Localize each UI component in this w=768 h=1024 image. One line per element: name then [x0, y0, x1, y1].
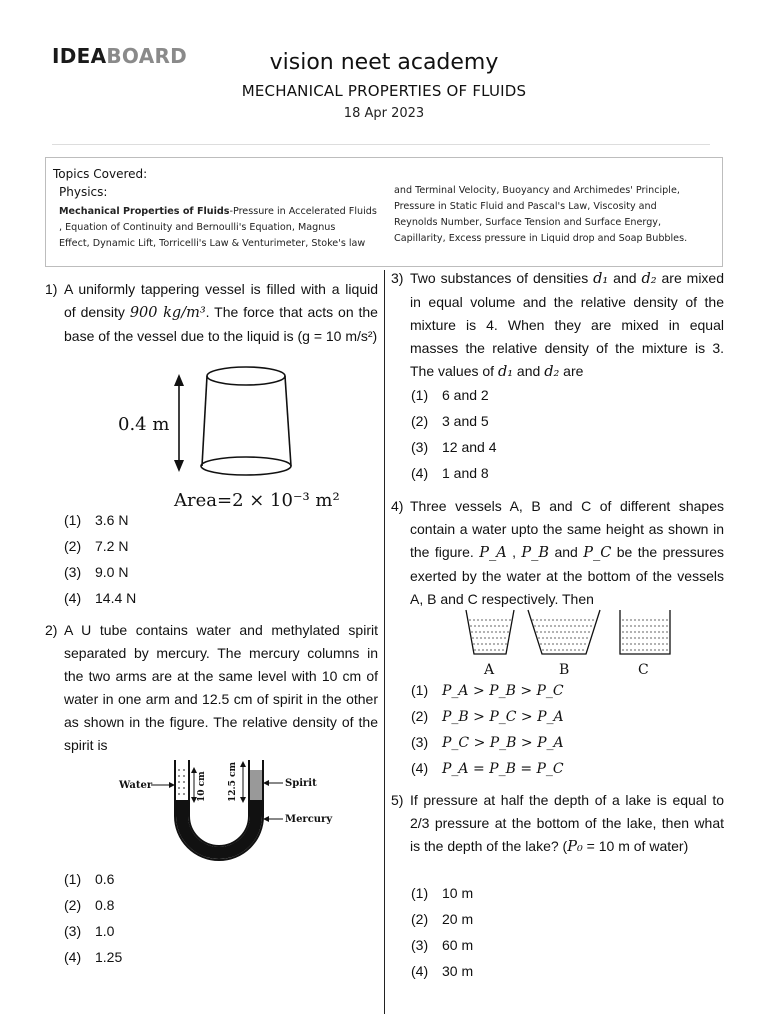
option[interactable]: (1) 6 and 2 — [411, 387, 489, 403]
option[interactable]: (2) 20 m — [411, 911, 474, 927]
page-date: 18 Apr 2023 — [343, 106, 425, 121]
topics-list-left: Mechanical Properties of Fluids-Pressure in Accelerated Fluids , Equation of Continuity and Bernoulli's Equation, Magnus Effect, Dynamic Lift, Torricelli's Law & Venturimeter, Stoke's law — [59, 206, 377, 249]
question-3-text: Two substances of densities d₁ and d₂ are mixed in equal volume and the relative density of the mixture is 4. When they are mixed in equal masses the relative density of the mixture is 3. The values of d₁ and d₂ are — [410, 270, 725, 380]
vessel-height-label: 0.4 m — [118, 414, 170, 435]
option[interactable]: (1) 3.6 N — [64, 512, 129, 528]
option[interactable]: (4) 14.4 N — [64, 590, 137, 606]
option[interactable]: (4) 30 m — [411, 963, 474, 979]
option[interactable]: (1) P_A > P_B > P_C — [411, 682, 564, 699]
page-title: vision neet academy — [269, 50, 499, 75]
water-height-label: 10 cm — [197, 771, 207, 802]
option[interactable]: (4) 1.25 — [64, 949, 123, 965]
vessel-area-label: Area=2 × 10⁻³ m² — [174, 490, 340, 511]
vessel-b-label: B — [559, 662, 570, 678]
question-4: 4) Three vessels A, B and C of different shapes contain a water upto the same height as shown in the figure. P_A , P_B and P_C be the pressures exerted by the water at the bottom of the vessels A, B and C respectively. Then — [391, 495, 724, 611]
vessel-c-label: C — [638, 662, 649, 678]
question-2-text: A U tube contains water and methylated spirit separated by mercury. The mercury columns in the two arms are at the same level with 10 cm of water in one arm and 12.5 cm of spirit in the other as shown in the figure. The relative density of the spirit is — [64, 622, 378, 753]
mercury-label: Mercury — [285, 814, 333, 825]
page-subtitle: MECHANICAL PROPERTIES OF FLUIDS — [241, 82, 527, 100]
question-5: 5) If pressure at half the depth of a lake is equal to 2/3 pressure at the bottom of the lake, then what is the depth of the lake? (P₀ = 10 m of water) — [391, 789, 724, 859]
spirit-label: Spirit — [285, 778, 317, 789]
option[interactable]: (3) 1.0 — [64, 923, 115, 939]
header-divider — [52, 144, 710, 145]
option[interactable]: (4) P_A = P_B = P_C — [411, 760, 564, 777]
option[interactable]: (2) 3 and 5 — [411, 413, 489, 429]
spirit-height-label: 12.5 cm — [228, 761, 238, 802]
three-vessels-figure — [460, 606, 680, 680]
option[interactable]: (2) P_B > P_C > P_A — [411, 708, 564, 725]
question-4-text: Three vessels A, B and C of different shapes contain a water upto the same height as shown in the figure. P_A , P_B and P_C be the pressures exerted by the water at the bottom of the vessels A, B and C respectively. Then — [410, 498, 725, 607]
option[interactable]: (3) 60 m — [411, 937, 474, 953]
topics-covered-box — [45, 157, 723, 267]
topics-list-right: and Terminal Velocity, Buoyancy and Archimedes' Principle, Pressure in Static Fluid and Pascal's Law, Viscosity and Reynolds Number, Surface Tension and Surface Energy, Capillarity, Excess pressure in Liquid drop and Soap Bubbles. — [394, 185, 688, 244]
option[interactable]: (1) 10 m — [411, 885, 474, 901]
option[interactable]: (2) 0.8 — [64, 897, 115, 913]
tapered-vessel-figure — [110, 362, 340, 514]
option[interactable]: (1) 0.6 — [64, 871, 115, 887]
question-1-text: A uniformly tappering vessel is filled with a liquid of density 900 kg/m³. The force that acts on the base of the vessel due to the liquid is (g = 10 m/s²) — [64, 281, 378, 344]
topics-heading: Topics Covered: — [53, 167, 148, 181]
ideaboard-logo: IDEABOARD — [52, 44, 188, 68]
question-2: 2) A U tube contains water and methylated spirit separated by mercury. The mercury columns in the two arms are at the same level with 10 cm of water in one arm and 12.5 cm of spirit in the other as shown in the figure. The relative density of the spirit is — [45, 619, 378, 757]
vessel-a-label: A — [484, 662, 495, 678]
option[interactable]: (3) 12 and 4 — [411, 439, 497, 455]
option[interactable]: (2) 7.2 N — [64, 538, 129, 554]
topics-subject: Physics: — [59, 185, 108, 199]
column-divider — [384, 270, 385, 1014]
question-5-text: If pressure at half the depth of a lake is equal to 2/3 pressure at the bottom of the lake, then what is the depth of the lake? (P₀ = 10 m of water) — [410, 792, 724, 855]
question-3: 3) Two substances of densities d₁ and d₂ are mixed in equal volume and the relative density of the mixture is 4. When they are mixed in equal masses the relative density of the mixture is 3. The values of d₁ and d₂ are — [391, 267, 724, 384]
question-1: 1) A uniformly tappering vessel is filled with a liquid of density 900 kg/m³. The force that acts on the base of the vessel due to the liquid is (g = 10 m/s²) — [45, 278, 378, 348]
water-label: Water — [119, 780, 153, 791]
option[interactable]: (4) 1 and 8 — [411, 465, 489, 481]
option[interactable]: (3) 9.0 N — [64, 564, 129, 580]
option[interactable]: (3) P_C > P_B > P_A — [411, 734, 564, 751]
u-tube-figure — [115, 756, 335, 866]
